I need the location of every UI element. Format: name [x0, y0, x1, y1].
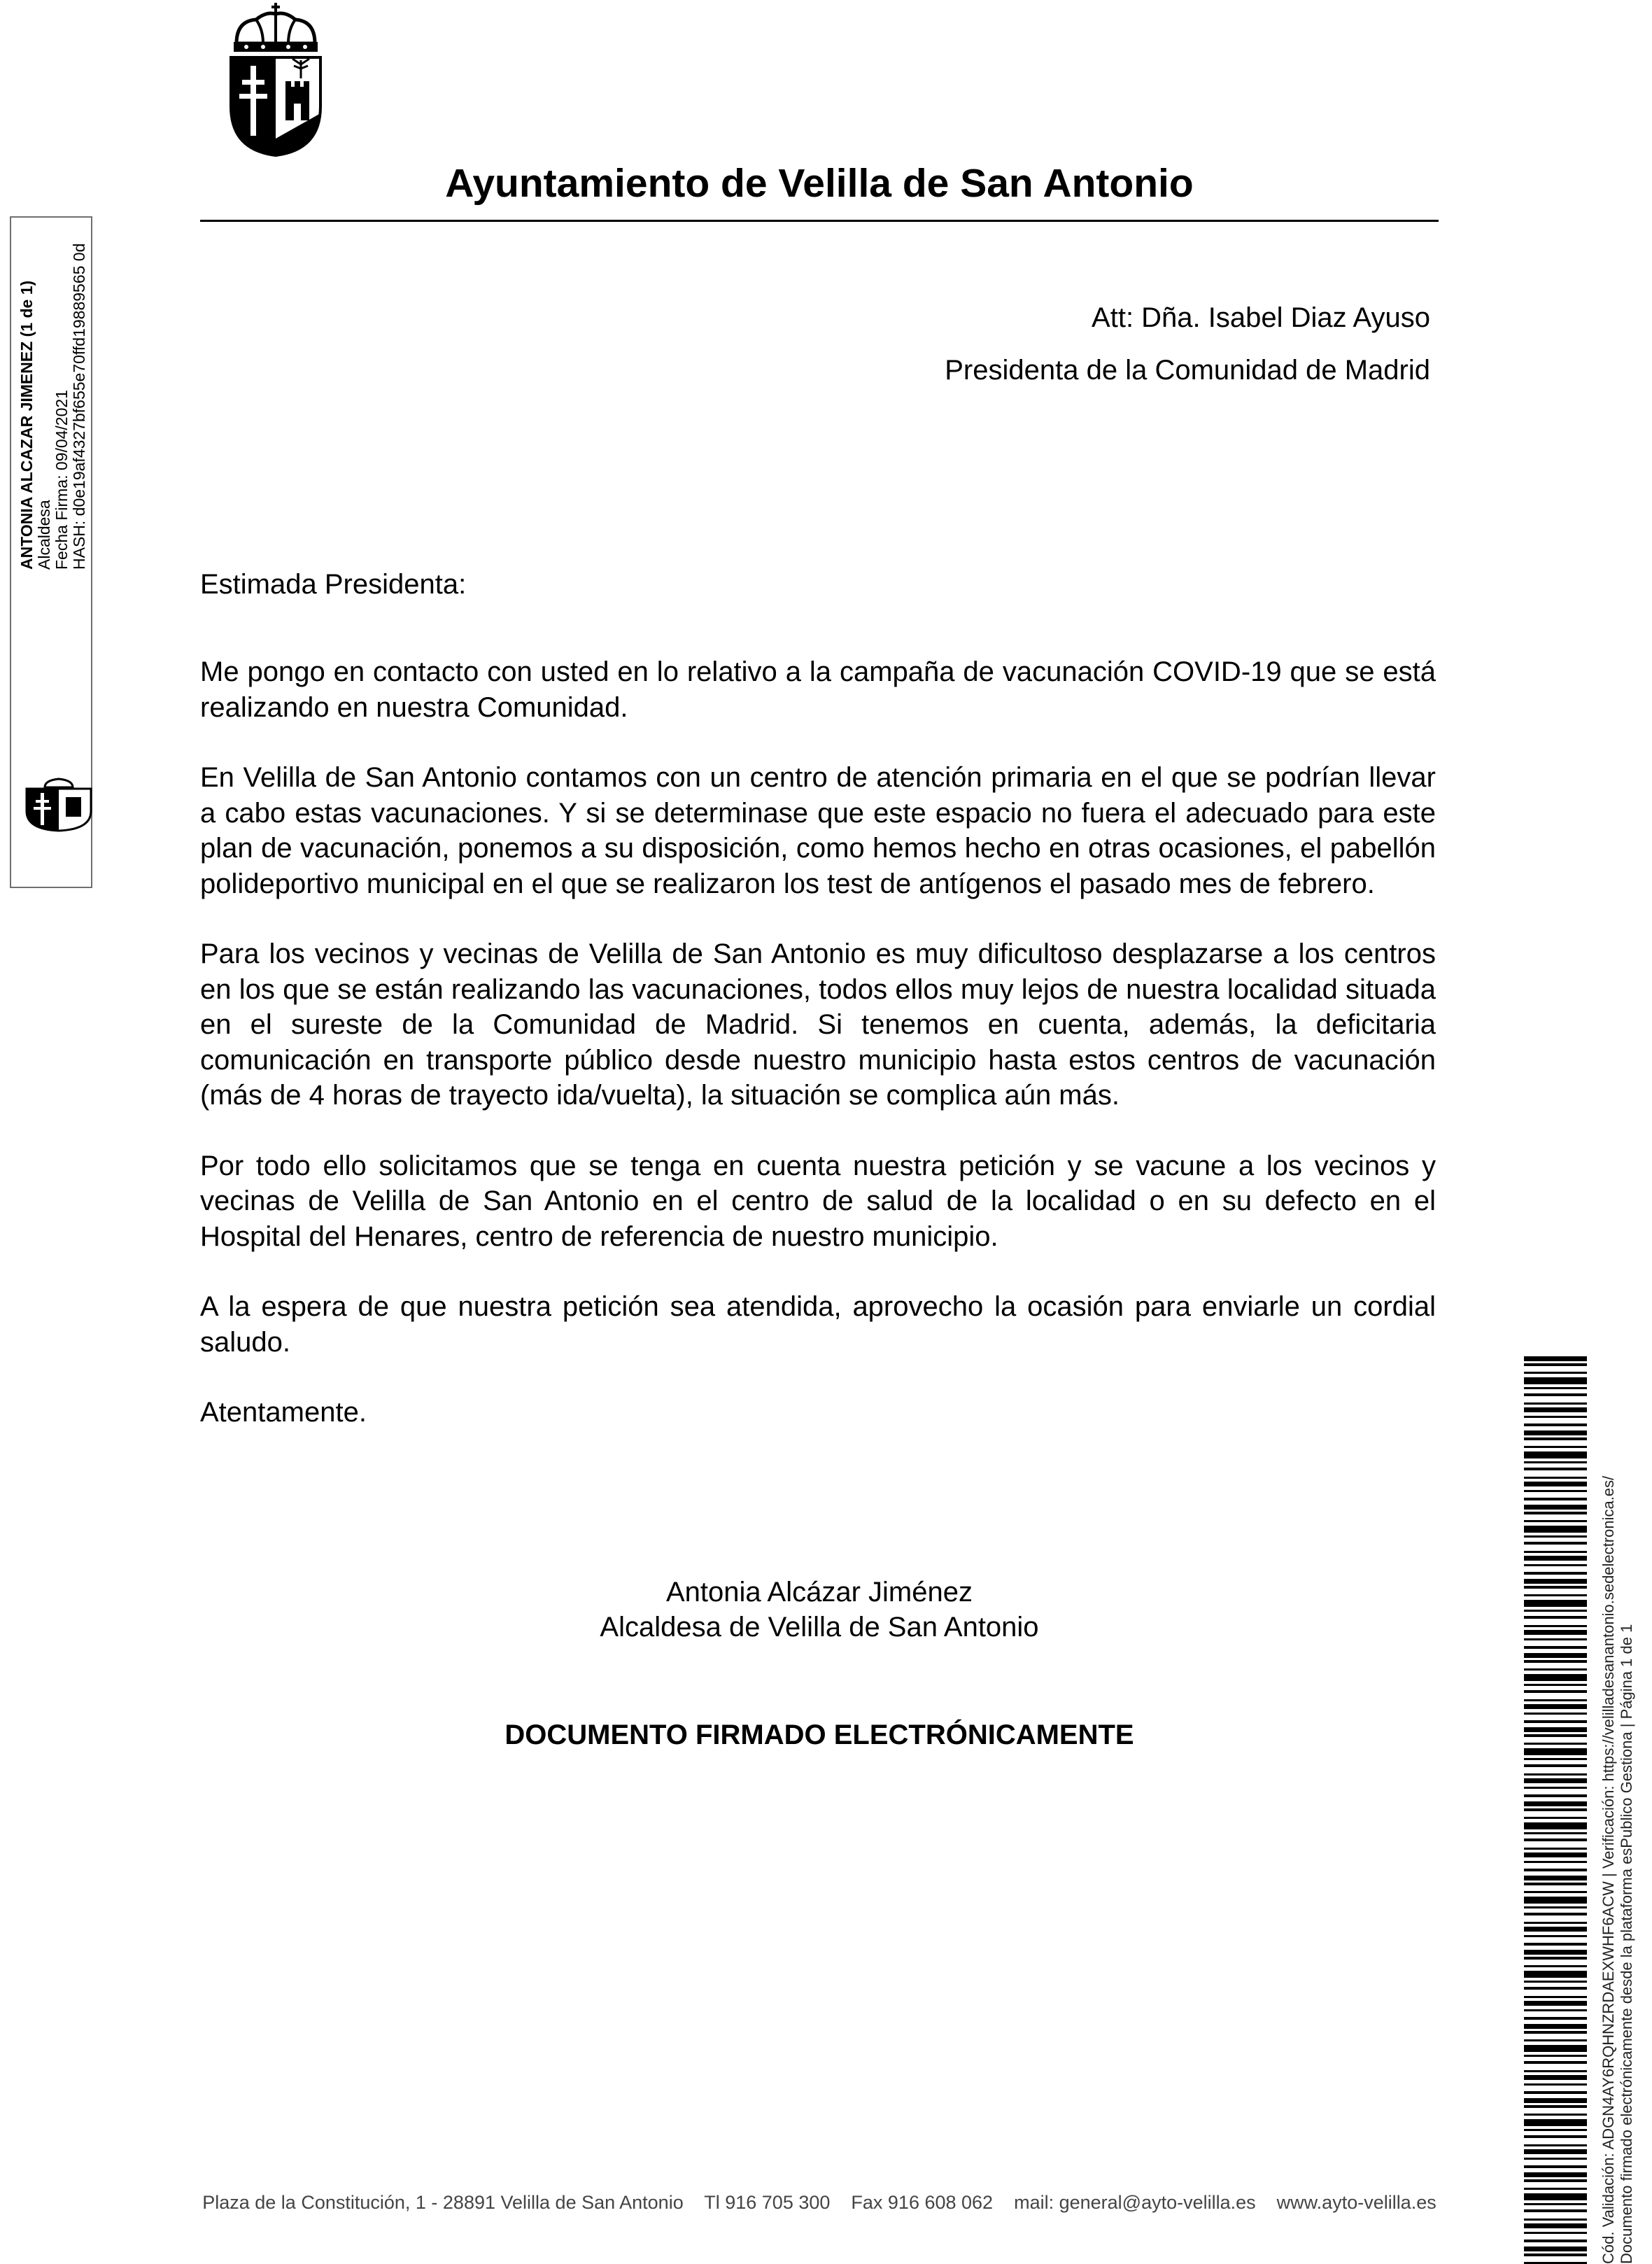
barcode-bar [1524, 2158, 1587, 2160]
barcode-bar [1524, 1423, 1587, 1426]
footer-phone: Tl 916 705 300 [704, 2192, 831, 2213]
barcode-bar [1524, 1498, 1587, 1500]
barcode-bar [1524, 1987, 1587, 1990]
letter-greeting: Estimada Presidenta: [200, 569, 467, 600]
barcode-bar [1524, 2179, 1587, 2182]
barcode-bar [1524, 1551, 1587, 1553]
letter-paragraph: En Velilla de San Antonio contamos con un centro de atención primaria en el que se podrían llevar a cabo estas vacunaciones. Y si se determinase que este espacio no fuera el adecuado para este plan de vacunación, ponemos a su disposición, como hemos hecho en otras ocasiones, el pabellón polideportivo municipal en el que se realizaron los test de antígenos el pasado mes de febrero. [200, 762, 1436, 899]
barcode-bar [1524, 1387, 1587, 1389]
barcode-bar [1524, 2165, 1587, 2168]
barcode-bar [1524, 2098, 1587, 2103]
barcode-bar [1524, 1822, 1587, 1829]
electronic-signature-notice: DOCUMENTO FIRMADO ELECTRÓNICAMENTE [504, 1720, 1134, 1750]
barcode-bar [1524, 1625, 1587, 1627]
barcode-bar [1524, 1668, 1587, 1671]
barcode-bar [1524, 1743, 1587, 1745]
barcode-bar [1524, 1927, 1587, 1932]
letter-closing: Atentamente. [200, 1397, 367, 1428]
barcode-bar [1524, 1512, 1587, 1514]
stamp-role: Alcaldesa [35, 500, 53, 570]
barcode-bar [1524, 1817, 1587, 1819]
barcode-bar [1524, 1356, 1587, 1361]
barcode-bar [1524, 2219, 1587, 2221]
barcode-bar [1524, 2232, 1587, 2234]
barcode [1524, 1356, 1587, 2264]
barcode-bar [1524, 1869, 1587, 1871]
barcode-bar [1524, 2129, 1587, 2131]
barcode-bar [1524, 1542, 1587, 1545]
barcode-bar [1524, 1906, 1587, 1908]
barcode-bar [1524, 1638, 1587, 1640]
barcode-bar [1524, 2172, 1587, 2177]
barcode-bar [1524, 2009, 1587, 2011]
barcode-bar [1524, 1446, 1587, 1448]
barcode-bar [1524, 1372, 1587, 1374]
barcode-bar [1524, 2031, 1587, 2034]
barcode-bar [1524, 1393, 1587, 1396]
barcode-bar [1524, 1794, 1587, 1797]
barcode-bar [1524, 1610, 1587, 1612]
barcode-bar [1524, 2193, 1587, 2200]
barcode-bar [1524, 1579, 1587, 1584]
barcode-bar [1524, 1594, 1587, 1596]
barcode-bar [1524, 1981, 1587, 1983]
barcode-bar [1524, 1461, 1587, 1463]
barcode-bar [1524, 1852, 1587, 1857]
barcode-bar [1524, 1883, 1587, 1885]
stamp-hash: HASH: d0e19af4327bf655e70ffd19889565 0d [70, 243, 88, 570]
barcode-bar [1524, 1748, 1587, 1755]
barcode-bar [1524, 2223, 1587, 2228]
barcode-bar [1524, 1572, 1587, 1575]
recipient-name: Att: Dña. Isabel Diaz Ayuso [1092, 302, 1430, 333]
barcode-bar [1524, 2017, 1587, 2020]
barcode-bar [1524, 1787, 1587, 1789]
barcode-bar [1524, 1564, 1587, 1566]
barcode-bar [1524, 1891, 1587, 1893]
barcode-bar [1524, 2247, 1587, 2251]
barcode-bar [1524, 2240, 1587, 2242]
barcode-bar [1524, 2105, 1587, 2108]
header-divider [200, 220, 1439, 222]
barcode-bar [1524, 2203, 1587, 2205]
barcode-bar [1524, 1416, 1587, 1418]
footer-web: www.ayto-velilla.es [1276, 2192, 1436, 2213]
barcode-bar [1524, 1616, 1587, 1619]
barcode-bar [1524, 1758, 1587, 1760]
barcode-bar [1524, 1734, 1587, 1737]
barcode-bar [1524, 1477, 1587, 1479]
footer-mail: mail: general@ayto-velilla.es [1014, 2192, 1256, 2213]
barcode-bar [1524, 1660, 1587, 1663]
letter-body [200, 654, 1436, 1465]
barcode-bar [1524, 2149, 1587, 2154]
barcode-bar [1524, 1468, 1587, 1470]
barcode-bar [1524, 1897, 1587, 1904]
barcode-bar [1524, 2135, 1587, 2138]
signature-stamp [10, 216, 92, 888]
signatory-name: Antonia Alcázar Jiménez [665, 1577, 973, 1608]
barcode-bar [1524, 1808, 1587, 1811]
signatory-position: Alcaldesa de Velilla de San Antonio [600, 1612, 1039, 1643]
barcode-bar [1524, 1526, 1587, 1533]
barcode-bar [1524, 2061, 1587, 2064]
letter-paragraph: Me pongo en contacto con usted en lo relativo a la campaña de vacunación COVID-19 que se está realizando en nuestra Comunidad. [200, 656, 1436, 723]
barcode-bar [1524, 1490, 1587, 1492]
barcode-bar [1524, 1971, 1587, 1978]
barcode-bar [1524, 1535, 1587, 1538]
barcode-bar [1524, 2070, 1587, 2072]
barcode-bar [1524, 2114, 1587, 2116]
barcode-bar [1524, 1861, 1587, 1863]
barcode-bar [1524, 1699, 1587, 1701]
barcode-bar [1524, 1684, 1587, 1686]
barcode-bar [1524, 2075, 1587, 2080]
barcode-bar [1524, 2119, 1587, 2126]
barcode-bar [1524, 2055, 1587, 2057]
barcode-bar [1524, 1630, 1587, 1635]
barcode-bar [1524, 2254, 1587, 2256]
barcode-bar [1524, 2144, 1587, 2146]
barcode-bar [1524, 1520, 1587, 1522]
coat-of-arms-icon [223, 1, 329, 157]
barcode-bar [1524, 1848, 1587, 1850]
footer-fax: Fax 916 608 062 [851, 2192, 994, 2213]
barcode-bar [1524, 1653, 1587, 1658]
verification-code: Cód. Validación: ADGN4AY6RQHNZRDAEXWHF6ACW | Verificación: https://velilladesanantonio.sedelectronica.es/ [1600, 1475, 1617, 2264]
barcode-bar [1524, 2083, 1587, 2086]
barcode-bar [1524, 1402, 1587, 1405]
barcode-bar [1524, 1505, 1587, 1510]
letter-paragraph: Por todo ello solicitamos que se tenga en cuenta nuestra petición y se vacune a los vecinos y vecinas de Velilla de San Antonio en el centro de salud de la localidad o en su defecto en el Hospital del Henares, centro de referencia de nuestro municipio. [200, 1150, 1436, 1252]
barcode-bar [1524, 1913, 1587, 1915]
barcode-bar [1524, 1950, 1587, 1955]
barcode-bar [1524, 1646, 1587, 1649]
barcode-bar [1524, 1437, 1587, 1440]
barcode-bar [1524, 1363, 1587, 1366]
barcode-bar [1524, 1996, 1587, 1998]
barcode-bar [1524, 1482, 1587, 1486]
barcode-bar [1524, 1377, 1587, 1384]
barcode-bar [1524, 1876, 1587, 1880]
barcode-bar [1524, 1674, 1587, 1681]
barcode-bar [1524, 2188, 1587, 2190]
barcode-bar [1524, 1600, 1587, 1607]
barcode-bar [1524, 2209, 1587, 2212]
barcode-bar [1524, 1764, 1587, 1767]
barcode-bar [1524, 1935, 1587, 1937]
footer-address: Plaza de la Constitución, 1 - 28891 Velilla de San Antonio [202, 2192, 684, 2213]
barcode-bar [1524, 2045, 1587, 2052]
barcode-bar [1524, 1451, 1587, 1458]
barcode-bar [1524, 2001, 1587, 2006]
stamp-crest-icon [24, 776, 94, 832]
barcode-bar [1524, 1727, 1587, 1732]
barcode-bar [1524, 1773, 1587, 1776]
barcode-bar [1524, 1957, 1587, 1960]
barcode-bar [1524, 2024, 1587, 2029]
barcode-bar [1524, 1838, 1587, 1841]
barcode-bar [1524, 1720, 1587, 1723]
verification-text [1600, 1361, 1640, 2264]
barcode-bar [1524, 2091, 1587, 2094]
barcode-bar [1524, 1801, 1587, 1806]
barcode-bar [1524, 1965, 1587, 1967]
barcode-bar [1524, 1430, 1587, 1435]
barcode-bar [1524, 1778, 1587, 1783]
letter-paragraph: A la espera de que nuestra petición sea atendida, aprovecho la ocasión para enviarle un cordial saludo. [200, 1291, 1436, 1358]
barcode-bar [1524, 1832, 1587, 1834]
barcode-bar [1524, 1690, 1587, 1693]
barcode-bar [1524, 1704, 1587, 1709]
barcode-bar [1524, 1713, 1587, 1715]
barcode-bar [1524, 1586, 1587, 1589]
verification-platform: Documento firmado electrónicamente desde la plataforma esPublico Gestiona | Página 1 de 1 [1618, 1624, 1635, 2264]
page-title: Ayuntamiento de Velilla de San Antonio [445, 161, 1194, 206]
barcode-bar [1524, 1922, 1587, 1924]
barcode-bar [1524, 1407, 1587, 1412]
letter-paragraph: Para los vecinos y vecinas de Velilla de San Antonio es muy dificultoso desplazarse a los centros en los que se están realizando las vacunaciones, todos ellos muy lejos de nuestra localidad situada en el sureste de la Comunidad de Madrid. Si tenemos en cuenta, además, la deficitaria comunicación en transporte público desde nuestro municipio hasta estos centros de vacunación (más de 4 horas de trayecto ida/vuelta), la situación se complica aún más. [200, 938, 1436, 1111]
recipient-title: Presidenta de la Comunidad de Madrid [945, 355, 1430, 386]
page-footer [200, 2192, 1439, 2214]
barcode-bar [1524, 1556, 1587, 1561]
stamp-signer-name: ANTONIA ALCAZAR JIMENEZ (1 de 1) [17, 280, 36, 570]
barcode-bar [1524, 2039, 1587, 2041]
stamp-date: Fecha Firma: 09/04/2021 [52, 390, 71, 570]
barcode-bar [1524, 1943, 1587, 1946]
